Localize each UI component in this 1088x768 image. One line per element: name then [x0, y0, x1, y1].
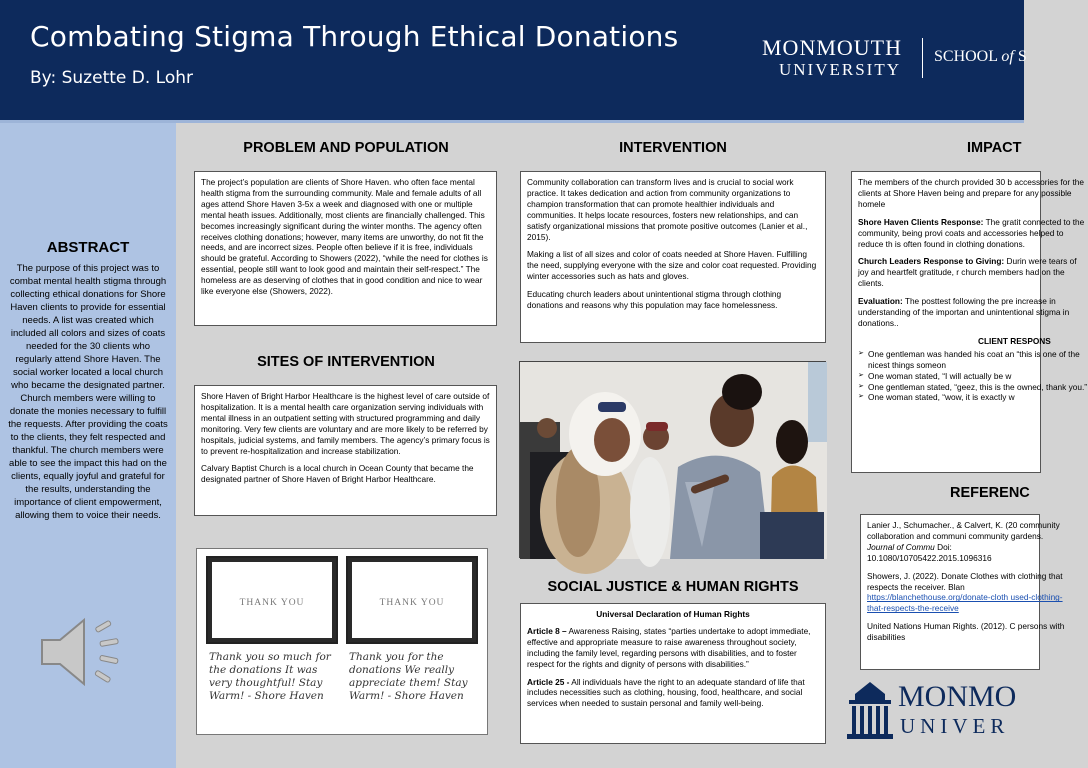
intervention-text-1: Community collaboration can transform lives and is crucial to social work practice. It takes dedication and action from community organizations to champion transformation that can promote healthier individuals and communities. It helps locate resources, fosters new relationships, and can satisfy organizational missions that promote positive outcomes (Lanier et al., 2015).: [527, 177, 808, 242]
sites-text-1: Shore Haven of Bright Harbor Healthcare is the highest level of care outside of hospitalization. It is a mental health care organization serving individuals with mental illness in an outpatient setting with structured programming and daily monitoring. Very few clients are voluntary and are more likely to be referred by hospitals, judicial systems, and family members. The agency’s primary focus is to prevent re-hospitalization and increase stabilization.: [201, 391, 490, 456]
intervention-title: INTERVENTION: [619, 140, 727, 156]
article-25: Article 25 - All individuals have the right to an adequate standard of life that includes necessities such as clothing, housing, food, healthcare, and social services when needed to sustain personal and family well-being.: [527, 676, 805, 709]
article-8: Article 8 – Awareness Raising, states “parties undertake to adopt immediate, effective and appropriate measure to raise awareness throughout society, including the family level, regarding persons with disabilities, and to foster respect for the rights and dignity of persons with disabilities.”: [527, 625, 811, 669]
university-logo: [762, 35, 1027, 80]
intervention-box: [520, 171, 826, 343]
card-note: Thank you for the donations We really appreciate them! Stay Warm! - Shore Haven: [349, 651, 468, 702]
card-frame: [206, 556, 338, 644]
impact-title: IMPACT: [967, 140, 1022, 156]
impact-evaluation: Evaluation: The posttest following the pre increase in understanding of the importan and unintentional stigma in donations..: [858, 296, 1070, 328]
sites-box: [194, 385, 497, 516]
client-response-item: ➢ One woman stated, “I will actually be w: [868, 371, 1088, 382]
reference-3: United Nations Human Rights. (2012). C persons with disabilities: [867, 621, 1065, 643]
intervention-text-3: Educating church leaders about unintentional stigma through clothing donations and reasons why this population may face homelessness.: [527, 289, 782, 311]
references-box: [860, 514, 1065, 670]
thank-you-cards-image: [196, 548, 488, 735]
reference-2: Showers, J. (2022). Donate Clothes with clothing that respects the receiver. Blan https://blanchethouse.org/donate-cloth used-clothing-that-respects-the-receive: [867, 570, 1063, 614]
poster-header: [0, 0, 1027, 120]
reference-2-link[interactable]: https://blanchethouse.org/donate-cloth used-clothing-that-respects-the-receive: [867, 592, 1063, 614]
university-building-icon: [845, 680, 895, 740]
impact-clients: Shore Haven Clients Response: The gratit connected to the community, being provi coats and accessories helped to reduce th is often found in clothing donations.: [858, 216, 1085, 249]
thank-you-card-2: [343, 553, 483, 731]
logo-line1: MONMOUTH: [762, 35, 902, 60]
client-responses-list: [858, 349, 1088, 404]
impact-leaders: Church Leaders Response to Giving: Durin were tears of joy and heartfelt gratitude, r church members had on the clients.: [858, 256, 1077, 289]
impact-text-1: The members of the church provided 30 b accessories for the clients at Shore Haven being and prepare for any possible homele: [858, 177, 1084, 209]
school-name: SCHOOL of S: [934, 48, 1027, 65]
logo-divider: [922, 38, 923, 78]
thank-you-card-1: [203, 553, 343, 731]
udhr-heading: Universal Declaration of Human Rights: [596, 609, 750, 619]
impact-box: [851, 171, 1088, 473]
problem-text: The project’s population are clients of Shore Haven. who often face mental health stigma from the surrounding community. Male and female adults of all ages attend Shore Haven 3-5x a week and diagnosed with one or multiple mental heath issues. Additionally, most clients are financially challenged. This becomes increasingly significant during the winter months. The agency often receives clothing donations; however, many items are unworthy, do not fit the needs, and are incorrect sizes. People often believe if it is free, individuals should be grateful. According to Showers (2022), “while the need for clothes is essential, people still want to look good and maintain their self-respect.” The homeless are as deserving of clothes that in good condition and nice to wear like everyone else (Showers, 2022).: [201, 177, 488, 297]
client-responses-heading: CLIENT RESPONS: [978, 335, 1051, 346]
card-thank-you: THANK YOU: [239, 598, 305, 608]
abstract-title: ABSTRACT: [46, 239, 130, 256]
social-justice-title: SOCIAL JUSTICE & HUMAN RIGHTS: [547, 579, 799, 595]
social-justice-box: [520, 603, 826, 744]
problem-title: PROBLEM AND POPULATION: [243, 140, 449, 156]
client-response-item: ➢ One woman stated, “wow, it is exactly w: [868, 392, 1088, 403]
card-note: Thank you so much for the donations It was very thoughtful! Stay Warm! - Shore Haven: [209, 651, 331, 702]
bottom-logo-line2: UNIVER: [900, 714, 1010, 738]
card-frame: [346, 556, 478, 644]
poster-title: Combating Stigma Through Ethical Donations: [30, 20, 679, 53]
client-response-item: ➢ One gentleman stated, “geez, this is the owned, thank you.”: [868, 382, 1088, 393]
bottom-university-logo: [845, 680, 1017, 745]
logo-line2: UNIVERSITY: [779, 60, 901, 79]
speaker-icon[interactable]: [40, 612, 130, 692]
bottom-logo-line1: MONMO: [898, 680, 1017, 713]
photo-illustration: [520, 362, 827, 559]
coat-donation-photo: [519, 361, 826, 558]
references-title: REFERENC: [950, 485, 1030, 501]
reference-1: Lanier J., Schumacher., & Calvert, K. (20 community collaboration and communi community gardens. Journal of Commu Doi: 10.1080/10705422.2015.1096316: [867, 520, 1060, 563]
problem-box: [194, 171, 497, 326]
abstract-text: The purpose of this project was to combat mental health stigma through collecting ethical donations for Shore Haven clients to provide for essential needs. A list was created which included all colors and sizes of coats needed for the 30 clients who regularly attend Shore Haven. The social worker located a local church who became the designated partner. Church members were willing to donate the monies necessary to fulfill the requests. After providing the coats to the clients, they felt respected and thankful. The church members were able to see the impact this had on the clients, equally joyful and grateful for the results, understanding the importance of client empowerment, allowing them to voice their needs.: [8, 263, 168, 521]
card-thank-you: THANK YOU: [379, 598, 445, 608]
sites-text-2: Calvary Baptist Church is a local church in Ocean County that became the designated partner of Shore Haven of Bright Harbor Healthcare.: [201, 463, 474, 485]
poster-author: By: Suzette D. Lohr: [30, 68, 193, 88]
client-response-item: ➢ One gentleman was handed his coat an “this is one of the nicest things someon: [868, 349, 1088, 371]
sites-title: SITES OF INTERVENTION: [257, 354, 435, 370]
intervention-text-2: Making a list of all sizes and color of coats needed at Shore Haven. Fulfilling the need, supplying everyone with the size and color coat requested. Providing winter accessories such as hats and gloves.: [527, 249, 817, 282]
